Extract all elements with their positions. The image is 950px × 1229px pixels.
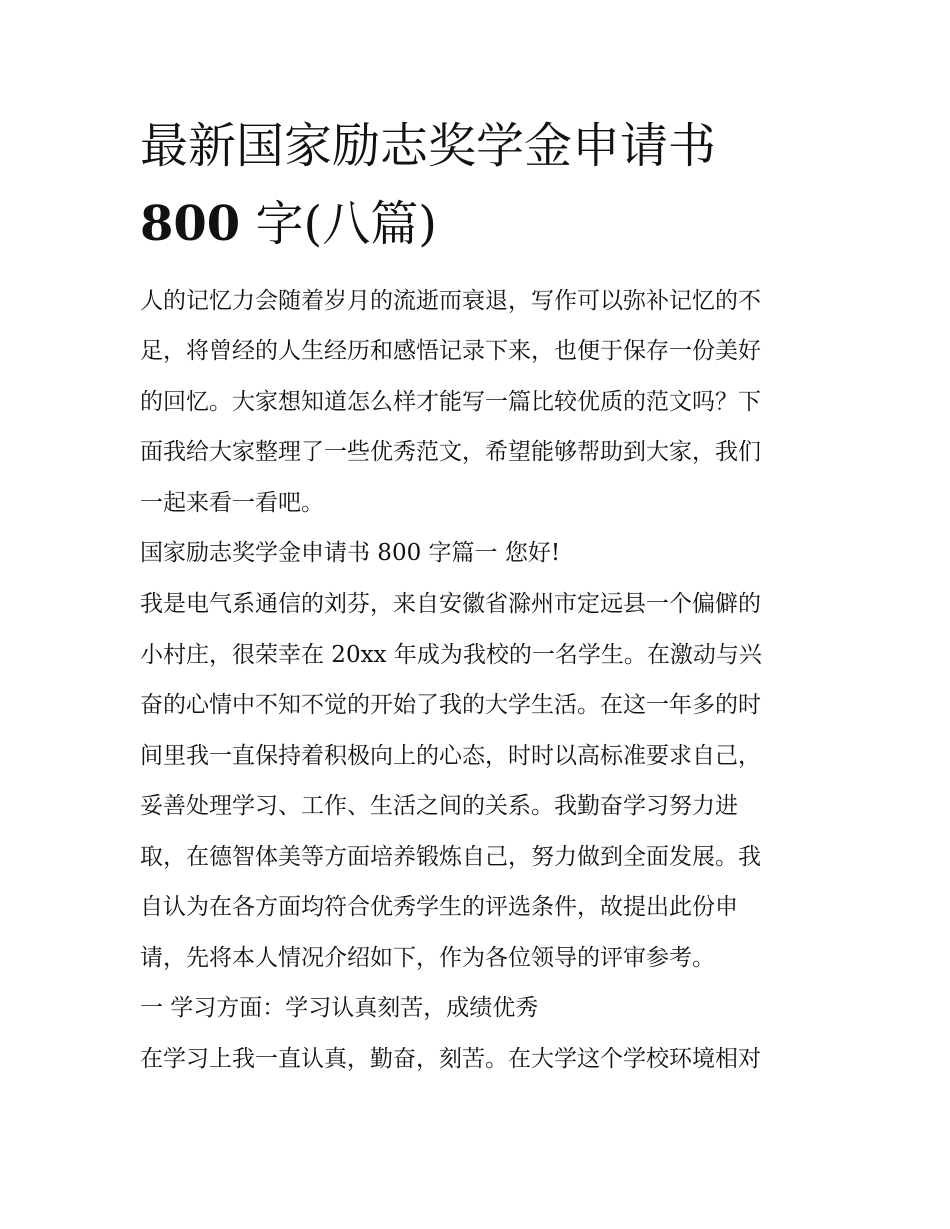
- body-line: 人的记忆力会随着岁月的流逝而衰退，写作可以弥补记忆的不: [140, 288, 761, 314]
- body-line: 一起来看一看吧。: [140, 490, 324, 516]
- section-heading: 一 学习方面：学习认真刻苦，成绩优秀: [140, 995, 539, 1021]
- body-line: 面我给大家整理了一些优秀范文，希望能够帮助到大家，我们: [140, 439, 761, 465]
- body-line: 小村庄，很荣幸在 20xx 年成为我校的一名学生。在激动与兴: [140, 642, 762, 668]
- title-number: 800: [140, 196, 241, 252]
- body-line: 我是电气系通信的刘芬，来自安徽省滁州市定远县一个偏僻的: [140, 591, 761, 617]
- section-heading: 国家励志奖学金申请书 800 字篇一 您好!: [140, 540, 561, 566]
- body-line: 取，在德智体美等方面培养锻炼自己，努力做到全面发展。我: [140, 844, 761, 870]
- body-line: 请，先将本人情况介绍如下，作为各位领导的评审参考。: [140, 945, 715, 971]
- document-title-line-1: 最新国家励志奖学金申请书: [140, 118, 717, 174]
- body-line: 自认为在各方面均符合优秀学生的评选条件，故提出此份申: [140, 894, 738, 920]
- title-suffix: 字(八篇): [240, 196, 437, 252]
- body-line: 间里我一直保持着积极向上的心态，时时以高标准要求自己，: [140, 743, 761, 769]
- body-line: 足，将曾经的人生经历和感悟记录下来，也便于保存一份美好: [140, 338, 761, 364]
- document-title-line-2: [140, 196, 820, 252]
- body-line: 妥善处理学习、工作、生活之间的关系。我勤奋学习努力进: [140, 793, 738, 819]
- body-line: 奋的心情中不知不觉的开始了我的大学生活。在这一年多的时: [140, 692, 761, 718]
- body-line: 在学习上我一直认真，勤奋，刻苦。在大学这个学校环境相对: [140, 1046, 761, 1072]
- body-line: 的回忆。大家想知道怎么样才能写一篇比较优质的范文吗？下: [140, 389, 761, 415]
